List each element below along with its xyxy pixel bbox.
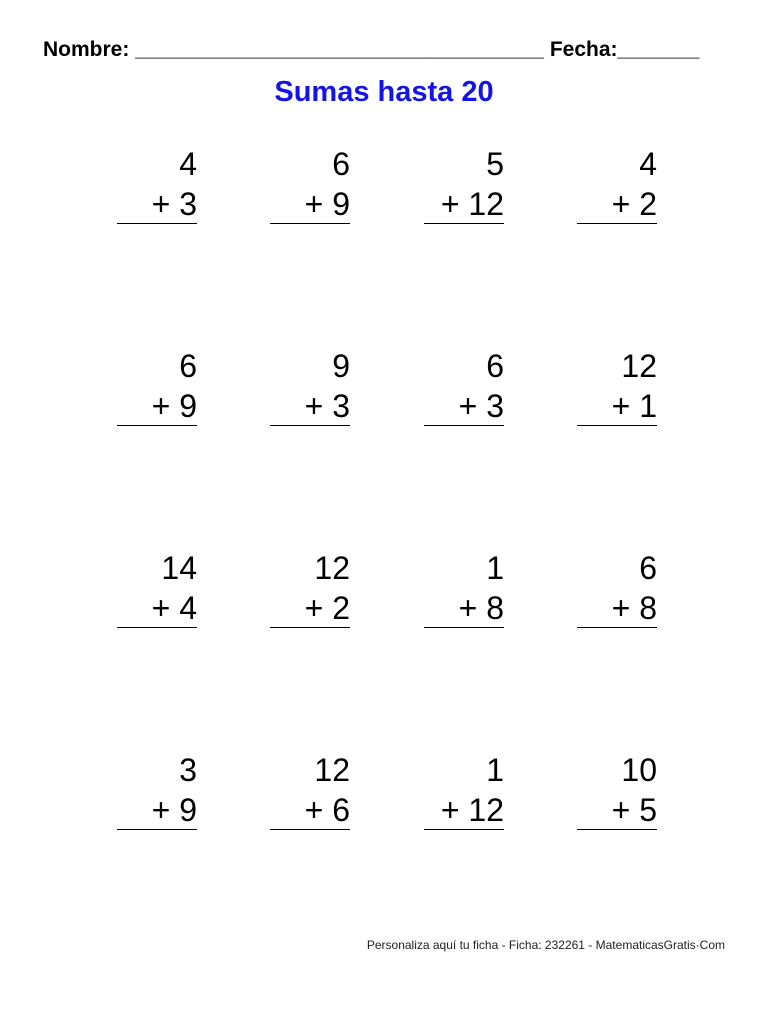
problem-addend-bottom: + 3	[117, 185, 197, 224]
problem-addend-top: 1	[486, 550, 504, 586]
problem-addend-bottom: + 8	[577, 589, 657, 628]
problem-addend-bottom: + 2	[577, 185, 657, 224]
problem-addend-bottom: + 9	[270, 185, 350, 224]
problem-addend-bottom: + 8	[424, 589, 504, 628]
problem-15	[424, 749, 504, 830]
problem-addend-top: 4	[639, 146, 657, 182]
problem-addend-top: 12	[314, 550, 350, 586]
name-label: Nombre:	[43, 38, 130, 61]
problem-addend-top: 3	[179, 752, 197, 788]
problem-addend-bottom: + 6	[270, 791, 350, 830]
problem-addend-bottom: + 5	[577, 791, 657, 830]
problem-addend-top: 1	[486, 752, 504, 788]
problem-16	[577, 749, 657, 830]
problem-addend-top: 6	[486, 348, 504, 384]
worksheet-title: Sumas hasta 20	[274, 76, 494, 108]
problem-addend-top: 4	[179, 146, 197, 182]
problem-1	[117, 143, 197, 224]
worksheet-header	[43, 38, 725, 62]
problem-addend-top: 14	[161, 550, 197, 586]
problem-addend-bottom: + 12	[424, 791, 504, 830]
problem-12	[577, 547, 657, 628]
problem-addend-bottom: + 4	[117, 589, 197, 628]
problem-addend-bottom: + 12	[424, 185, 504, 224]
problem-addend-bottom: + 3	[424, 387, 504, 426]
problem-9	[117, 547, 197, 628]
problem-7	[424, 345, 504, 426]
footer-credit: Personaliza aquí tu ficha - Ficha: 232261 - MatematicasGratis·Com	[366, 938, 725, 952]
problem-addend-top: 12	[621, 348, 657, 384]
problem-10	[270, 547, 350, 628]
problem-addend-bottom: + 1	[577, 387, 657, 426]
problem-addend-top: 6	[639, 550, 657, 586]
problem-3	[424, 143, 504, 224]
problem-addend-bottom: + 9	[117, 791, 197, 830]
problem-8	[577, 345, 657, 426]
problem-13	[117, 749, 197, 830]
problem-5	[117, 345, 197, 426]
problem-14	[270, 749, 350, 830]
problem-addend-bottom: + 2	[270, 589, 350, 628]
problem-addend-top: 6	[332, 146, 350, 182]
problem-addend-top: 10	[621, 752, 657, 788]
problem-addend-top: 9	[332, 348, 350, 384]
problem-addend-top: 6	[179, 348, 197, 384]
problem-6	[270, 345, 350, 426]
problem-2	[270, 143, 350, 224]
date-label: Fecha:	[549, 38, 618, 61]
problem-4	[577, 143, 657, 224]
problem-11	[424, 547, 504, 628]
date-line: _______	[617, 38, 700, 61]
problem-addend-top: 12	[314, 752, 350, 788]
problem-addend-bottom: + 3	[270, 387, 350, 426]
problem-addend-top: 5	[486, 146, 504, 182]
name-line: ___________________________________	[135, 38, 544, 61]
problem-addend-bottom: + 9	[117, 387, 197, 426]
